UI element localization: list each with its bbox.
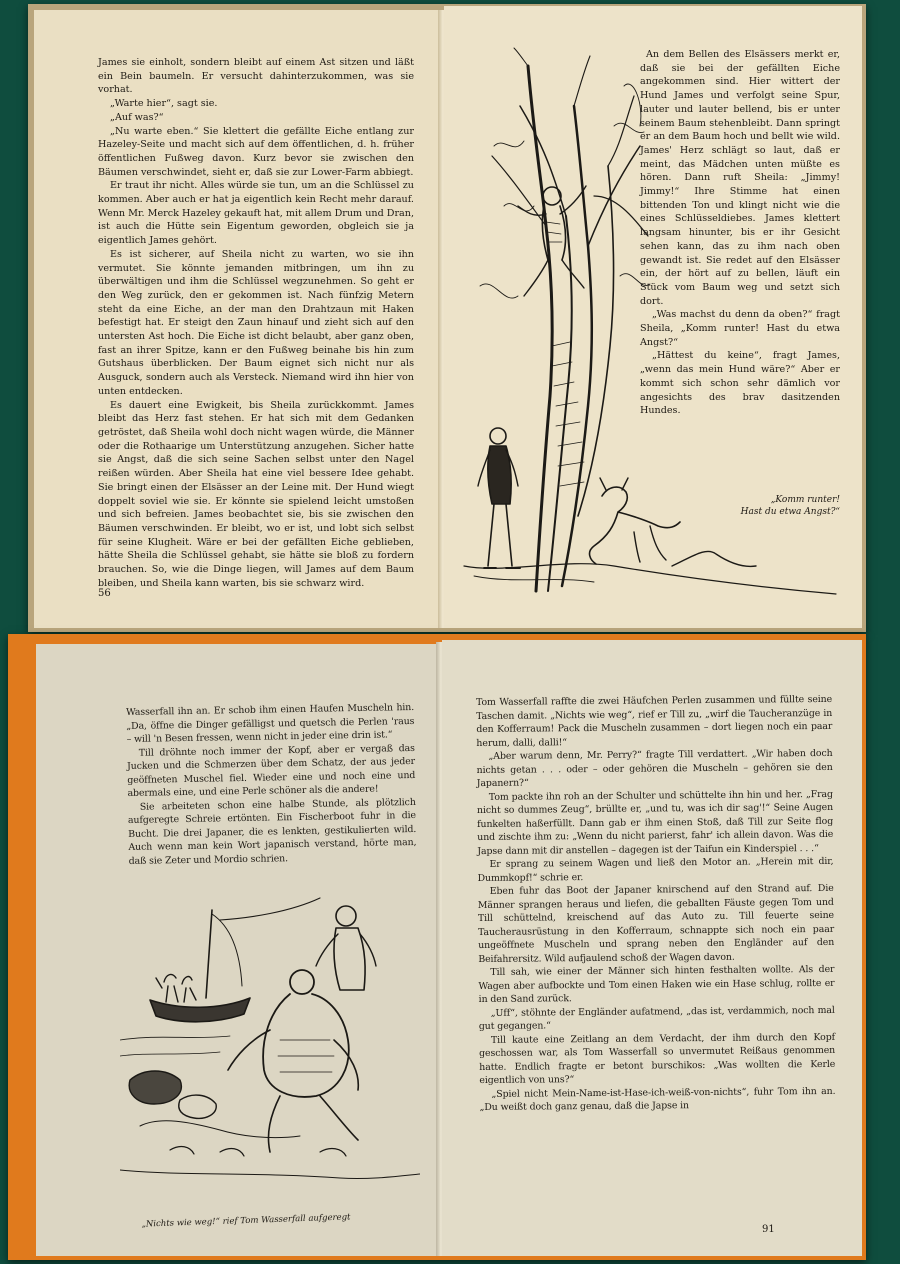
book-bottom [8,634,866,1260]
paragraph: Till dröhnte noch immer der Kopf, aber er vergaß das Jucken und die Schmerzen über dem Schatz, der aus jeder geöffneten Muschel fiel. Wieder eine und noch eine und abermals eine, und eine Perle schöner als die andere! [126,742,416,799]
paragraph: Sie arbeiteten schon eine halbe Stunde, als plötzlich aufgeregte Schreie ertönten. Ein Fischerboot fuhr in die Bucht. Die drei Japaner, die es lenkten, gestikulierten wild. Auch wenn man kein Wort japanisch verstand, hörte man, daß sie Zeter und Mordio schrien. [127,796,417,867]
page-number: 91 [762,1224,775,1235]
paragraph: „Hättest du keine“, fragt James, „wenn das mein Hund wäre?“ Aber er kommt sich schon sehr dämlich vor angesichts des brav dasitzenden Hundes. [640,350,840,417]
book-top-right-page [444,6,862,628]
book-bottom-left-page [36,644,440,1256]
illustration-caption [694,494,840,518]
book-top-left-page [34,10,440,628]
book-top [28,4,866,632]
book-bottom-right-page [442,640,862,1256]
paragraph: James sie einholt, sondern bleibt auf einem Ast sitzen und läßt ein Bein baumeln. Er versucht dahinterzukommen, was sie vorhat. [98,57,414,96]
paragraph: Es dauert eine Ewigkeit, bis Sheila zurückkommt. James bleibt das Herz fast stehen. Er hat sich mit dem Gedanken getröstet, daß Sheila wohl doch nicht wagen würde, die Männer oder die Rothaarige um Unterstützung anzugehen. Sicher hatte sie Angst, daß die sich seine Sachen selbst unter den Nagel reißen würden. Aber Sheila hat eine viel bessere Idee gehabt. Sie bringt einen der Elsässer an der Leine mit. Der Hund wiegt doppelt soviel wie sie. Er könnte sie spielend leicht umstoßen und sich befreien. James beobachtet sie, bis sie zwischen den Bäumen verschwinden. Er bleibt, wo er ist, und lobt sich selbst für seine Klugheit. Wäre er bei der gefällten Eiche geblieben, hätte Sheila die Schlüssel gehabt, sie hätte sie bloß zu fordern brauchen. So, wie die Dinge liegen, will James auf dem Baum bleiben, und Sheila kann warten, bis sie schwarz wird. [98,399,414,589]
paragraph: Wasserfall ihn an. Er schob ihm einen Haufen Muscheln hin. „Da, öffne die Dinger gefälligst und quetsch die Perlen 'raus – will 'n Besen fressen, wenn nicht in jeder eine drin ist.“ [126,701,415,745]
paragraph: „Warte hier“, sagt sie. [110,98,218,110]
paragraph: Till kaute eine Zeitlang an dem Verdacht, der ihm durch den Kopf geschossen war, als Tom Wasserfall so unvermutet Reißaus genommen hatte. Endlich fragte er betont burschikos: „Was wollten die Kerle eigentlich von uns?“ [479,1031,836,1086]
paragraph: Eben fuhr das Boot der Japaner knirschend auf den Strand auf. Die Männer sprangen heraus und liefen, die geballten Fäuste gegen Tom und Till schüttelnd, kreischend auf das Auto zu. Till feuerte seine Taucherausrüstung in den Kofferraum, schnappte sich noch ein paar ungeöffnete Muscheln und sprang neben den Engländer auf den Beifahrersitz. Wild aufjaulend schoß der Wagen davon. [477,882,835,965]
paragraph: „Nu warte eben.“ Sie klettert die gefällte Eiche entlang zur Hazeley-Seite und macht sich auf dem öffentlichen, d. h. früher öffentlichen Fußweg davon. Kurz bevor sie zwischen den Bäumen verschwindet, sieht er, daß sie zur Lower-Farm abbiegt. [98,125,414,178]
paragraph: Es ist sicherer, auf Sheila nicht zu warten, wo sie ihn vermutet. Sie könnte jemanden mitbringen, um ihn zu überwältigen und ihm die Schlüssel wegzunehmen. So geht er den Weg zurück, den er gekommen ist. Nach fünfzig Metern steht da eine Eiche, an der man den Drahtzaun mit Haken befestigt hat. Er steigt den Zaun hinauf und zieht sich auf den untersten Ast hoch. Die Eiche ist dicht belaubt, aber ganz oben, fast an ihrer Spitze, kann er den Fußweg beinahe bis hin zum Gutshaus überblicken. Der Baum eignet sich nicht nur als Ausguck, sondern auch als Versteck. Niemand wird ihn hier von unten entdecken. [98,248,414,397]
paragraph: „Was machst du denn da oben?“ fragt Sheila, „Komm runter! Hast du etwa Angst?“ [640,309,840,348]
book-bottom-right-text [476,693,836,1115]
paragraph: Tom packte ihn roh an der Schulter und schüttelte ihn hin und her. „Frag nicht so dummes Zeug“, brüllte er, „und tu, was ich dir sag'!“ Seine Augen funkelten haßerfüllt. Dann gab er ihm einen Stoß, daß Till zur Seite flog und zischte ihm zu: „Wenn du nicht parierst, fahr' ich allein davon. Was die Japse dann mit dir anstellen – dagegen ist der Taifun ein Kinderspiel . . .“ [476,788,834,857]
caption-line: „Komm runter! [770,495,840,505]
paragraph: „Auf was?“ [110,111,164,123]
paragraph: An dem Bellen des Elsässers merkt er, daß sie bei der gefällten Eiche angekommen sind. Hier wittert der Hund James und verfolgt seine Spur, lauter und lauter bellend, bis er unter seinem Baum stehenbleibt. Dann springt er an dem Baum hoch und bellt wie wild. James' Herz schlägt so laut, daß er meint, das Mädchen unten müßte es hören. Dann ruft Sheila: „Jimmy! Jimmy!“ Ihre Stimme hat einen bittenden Ton und klingt nicht wie die eines Schlüsseldiebes. James klettert langsam hinunter, bis er ihr Gesicht sehen kann, das zu ihm nach oben gewandt ist. Sie redet auf den Elsässer ein, der hört auf zu bellen, läuft ein Stück vom Baum weg und setzt sich dort. [640,49,840,307]
page-number: 56 [98,588,111,599]
paragraph: „Spiel nicht Mein-Name-ist-Hase-ich-weiß-von-nichts“, fuhr Tom ihn an. „Du weißt doch ganz genau, daß die Japse in [479,1085,836,1113]
caption-line: Hast du etwa Angst?“ [740,507,840,517]
book-top-left-text [98,56,414,590]
paragraph: „Uff“, stöhnte der Engländer aufatmend, „das ist, verdammich, noch mal gut gegangen.“ [478,1004,835,1032]
illustration-caption: „Nichts wie weg!“ rief Tom Wasserfall aufgeregt [141,1212,351,1230]
paragraph: Er traut ihr nicht. Alles würde sie tun, um an die Schlüssel zu kommen. Aber auch er hat ja eigentlich kein Recht mehr darauf. Wenn Mr. Merck Hazeley gekauft hat, mit allem Drum und Dran, ist auch die Hütte sein Eigentum geworden, obgleich sie ja eigentlich James gehört. [98,180,414,247]
paragraph: Till sah, wie einer der Männer sich hinten festhalten wollte. Als der Wagen aber aufbockte und Tom einen Haken wie ein Hase schlug, rollte er in den Sand zurück. [478,963,835,1005]
book-top-right-text [640,48,840,418]
book-bottom-left-text [126,701,417,868]
beach-illustration [120,890,420,1190]
paragraph: „Aber warum denn, Mr. Perry?“ fragte Till verdattert. „Wir haben doch nichts getan . . . oder – oder gehören die Muscheln – gehören sie den Japanern?“ [476,747,833,789]
paragraph: Er sprang zu seinem Wagen und ließ den Motor an. „Herein mit dir, Dummkopf!“ schrie er. [477,855,834,884]
paragraph: Tom Wasserfall raffte die zwei Häufchen Perlen zusammen und füllte seine Taschen damit. „Nichts wie weg“, rief er Till zu, „wirf die Taucheranzüge in den Kofferraum! Pack die Muscheln zusammen – dort liegen noch ein paar herum, dalli, dalli!“ [476,693,833,749]
